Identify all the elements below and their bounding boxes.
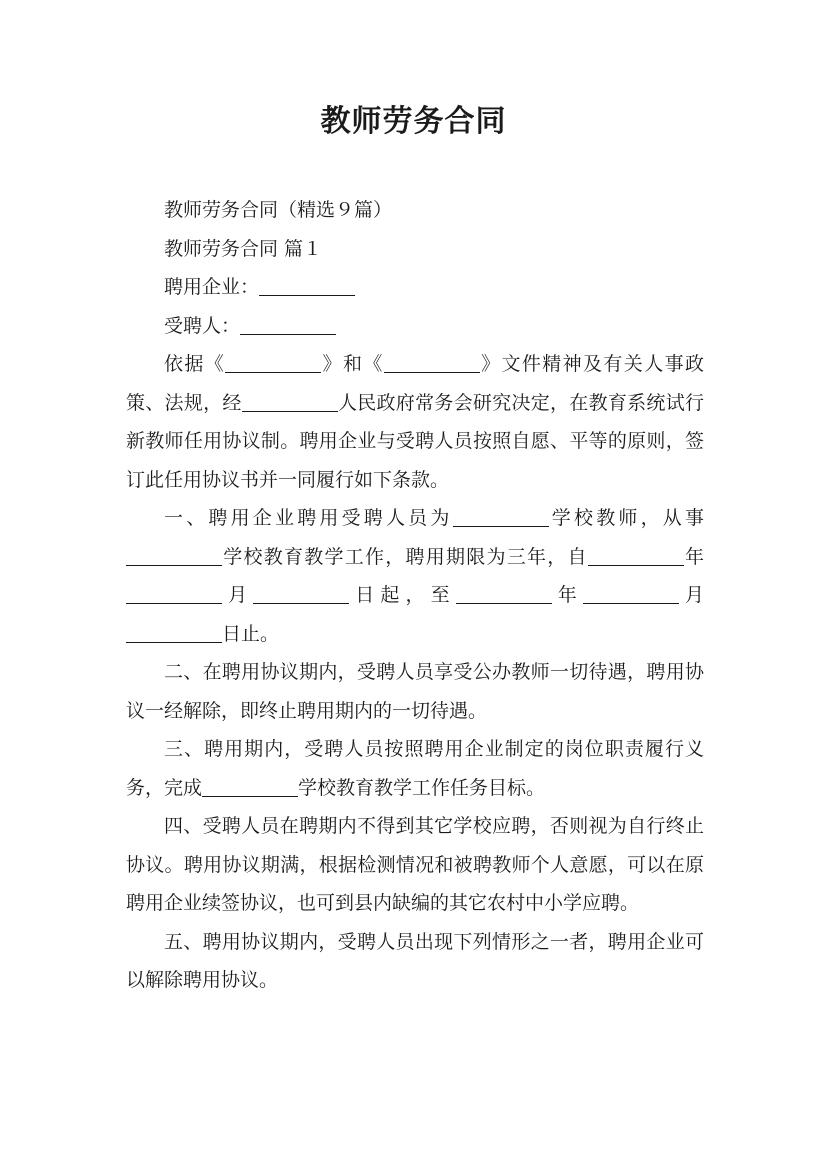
document-title: 教师劳务合同 xyxy=(320,104,507,139)
paragraph-text: 学校教师，从事 xyxy=(548,507,704,529)
document-body xyxy=(126,191,704,1000)
blank-fill-line xyxy=(126,622,222,643)
paragraph-text: 月 xyxy=(222,584,254,606)
paragraph xyxy=(126,807,704,923)
blank-fill-line xyxy=(242,391,338,412)
blank-fill-line xyxy=(240,314,336,335)
paragraph xyxy=(126,230,704,269)
blank-fill-line xyxy=(259,275,355,296)
blank-fill-line xyxy=(384,352,480,373)
paragraph-text: 四、受聘人员在聘期内不得到其它学校应聘，否则视为自行终止协议。聘用协议期满，根据检测情况和被聘教师个人意愿，可以在原聘用企业续签协议，也可到县内缺编的其它农村中小学应聘。 xyxy=(126,815,704,914)
blank-fill-line xyxy=(588,545,684,566)
paragraph-text: 年 xyxy=(683,545,704,568)
blank-fill-line xyxy=(583,583,679,604)
paragraph-text: 二、在聘用协议期内，受聘人员享受公办教师一切待遇，聘用协议一经解除，即终止聘用期内的一切待遇。 xyxy=(126,661,704,722)
paragraph-text: 三、聘用期内，受聘人员按照聘用企业制定的岗位职责履行义务，完成 xyxy=(126,738,704,799)
paragraph xyxy=(126,191,704,230)
blank-fill-line xyxy=(453,506,549,527)
blank-fill-line xyxy=(253,583,349,604)
blank-fill-line xyxy=(126,583,222,604)
paragraph xyxy=(126,653,704,730)
paragraph-text: 日起，至 xyxy=(349,584,456,606)
paragraph-text: 聘用企业： xyxy=(164,276,260,298)
paragraph xyxy=(126,923,704,1000)
paragraph-text: 年 xyxy=(551,584,583,606)
paragraph-text: 日止。 xyxy=(222,622,280,645)
paragraph-text: 》文件精神及有关人事政策、法规，经 xyxy=(126,353,704,414)
paragraph xyxy=(126,730,704,807)
blank-fill-line xyxy=(202,776,298,797)
blank-fill-line xyxy=(225,352,321,373)
blank-fill-line xyxy=(126,545,222,566)
blank-fill-line xyxy=(456,583,552,604)
paragraph-text: 受聘人： xyxy=(164,314,241,337)
paragraph-text: 五、聘用协议期内，受聘人员出现下列情形之一者，聘用企业可以解除聘用协议。 xyxy=(126,930,704,991)
paragraph-text: 学校教育教学工作任务目标。 xyxy=(298,776,546,799)
paragraph-text: 》和《 xyxy=(321,353,384,375)
paragraph xyxy=(126,345,704,499)
paragraph-text: 人民政府常务会研究决定，在教育系统试行新教师任用协议制。聘用企业与受聘人员按照自愿、平等的原则，签订此任用协议书并一同履行如下条款。 xyxy=(126,391,704,491)
paragraph-text: 教师劳务合同（精选９篇） xyxy=(164,199,393,221)
paragraph-text: 学校教育教学工作，聘用期限为三年，自 xyxy=(222,545,588,568)
paragraph xyxy=(126,268,704,307)
paragraph-text: 依据《 xyxy=(164,353,226,375)
paragraph-text: 一、聘用企业聘用受聘人员为 xyxy=(164,507,453,529)
paragraph-text: 月 xyxy=(678,584,704,606)
paragraph-text: 教师劳务合同 篇１ xyxy=(164,237,323,260)
paragraph xyxy=(126,307,704,346)
paragraph xyxy=(126,499,704,653)
